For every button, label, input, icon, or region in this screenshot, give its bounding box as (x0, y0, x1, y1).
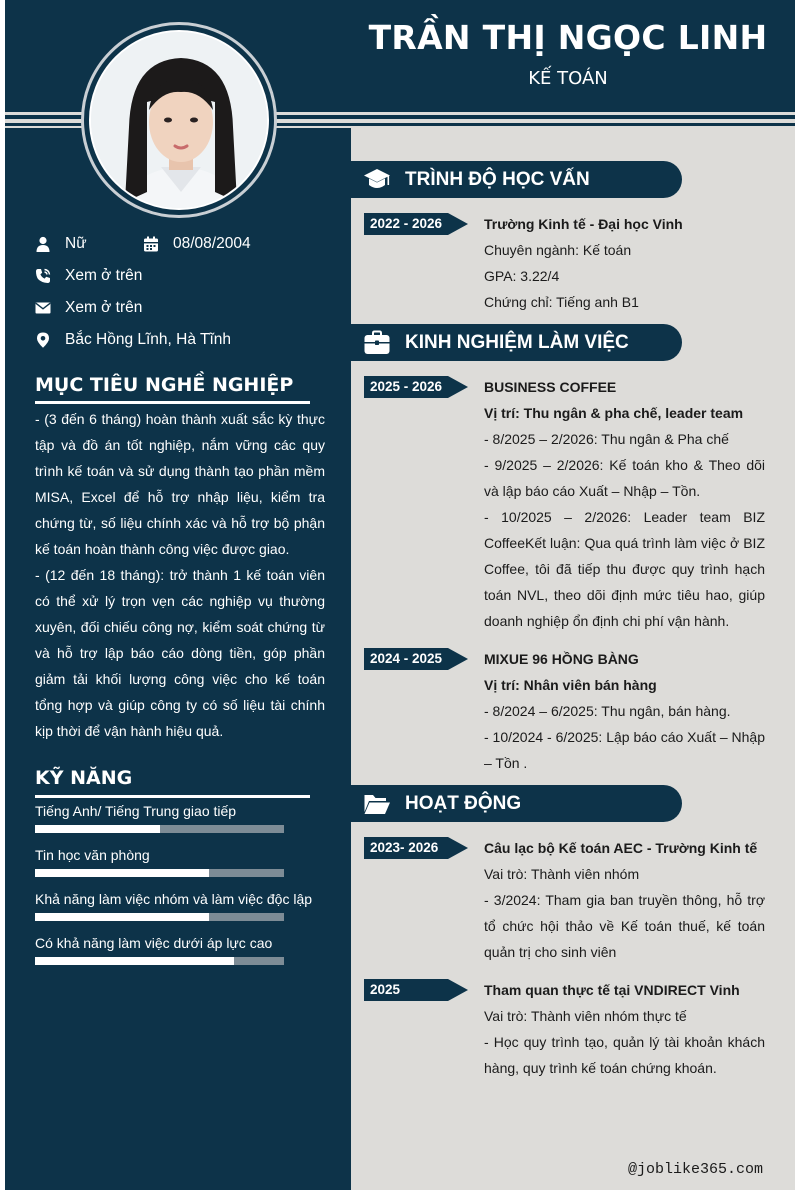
skill-label: Khả năng làm việc nhóm và làm việc độc lập (35, 891, 313, 907)
activity-line: Vai trò: Thành viên nhóm (484, 866, 640, 882)
activities-heading (351, 785, 682, 822)
address-text: Bắc Hồng Lĩnh, Hà Tĩnh (65, 331, 232, 348)
envelope-icon (35, 300, 51, 316)
calendar-icon (143, 236, 159, 252)
education-heading (351, 161, 682, 198)
company-name: BUSINESS COFFEE (484, 379, 617, 395)
gender-row (35, 235, 87, 253)
position-text: Vị trí: Thu ngân & pha chế, leader team (484, 405, 744, 421)
education-entry (484, 211, 765, 315)
skill-label: Tiếng Anh/ Tiếng Trung giao tiếp (35, 803, 237, 819)
skill-bar-fill (35, 869, 209, 877)
skill-bar (35, 913, 284, 921)
activity-name: Câu lạc bộ Kế toán AEC - Trường Kinh tế (484, 840, 758, 856)
phone-icon (35, 268, 51, 284)
user-icon (35, 236, 51, 252)
experience-line: - 8/2024 – 6/2025: Thu ngân, bán hàng. (484, 703, 731, 719)
email-row (35, 299, 142, 317)
skill-item (35, 847, 335, 877)
watermark-text: @joblike365.com (627, 1161, 763, 1178)
experience-heading (351, 324, 682, 361)
experience-line: - 10/2024 - 6/2025: Lập báo cáo Xuất – Nhập – Tồn . (484, 729, 765, 771)
skill-bar (35, 957, 284, 965)
date-text: 2022 - 2026 (370, 216, 443, 231)
date-text: 2025 - 2026 (370, 379, 443, 394)
candidate-name: TRẦN THỊ NGỌC LINH (368, 18, 768, 57)
skill-bar-fill (35, 957, 234, 965)
skill-item (35, 803, 335, 833)
experience-title: KINH NGHIỆM LÀM VIỆC (405, 331, 629, 353)
activity-entry (484, 835, 765, 965)
avatar (89, 30, 269, 210)
objective-rule (35, 401, 310, 404)
skill-label: Có khả năng làm việc dưới áp lực cao (35, 935, 273, 951)
objective-text (35, 406, 325, 744)
skills-title: KỸ NĂNG (35, 767, 133, 789)
activity-name: Tham quan thực tế tại VNDIRECT Vinh (484, 982, 740, 998)
date-text: 2023- 2026 (370, 840, 439, 855)
activity-entry (484, 977, 765, 1081)
skill-item (35, 935, 335, 965)
education-line: Chuyên ngành: Kế toán (484, 242, 632, 258)
briefcase-icon (363, 330, 391, 356)
candidate-role: KẾ TOÁN (528, 68, 608, 89)
activity-line: - 3/2024: Tham gia ban truyền thông, hỗ trợ tổ chức hội thảo về Kế toán thuế, kế toán quản trị cho sinh viên (484, 892, 765, 960)
objective-paragraph: - (12 đến 18 tháng): trở thành 1 kế toán viên có thể xử lý trọn vẹn các nghiệp vụ thường xuyên, đối chiếu công nợ, kiểm soát chứng từ và hỗ trợ lập báo cáo dòng tiền, góp phần giảm tải khối lượng công việc cho kế toán tổng hợp và giúp công ty có số liệu tài chính kịp thời để vận hành hiệu quả. (35, 567, 325, 739)
activities-title: HOẠT ĐỘNG (405, 792, 522, 814)
date-text: 2025 (370, 982, 401, 997)
skill-bar-fill (35, 913, 209, 921)
company-name: MIXUE 96 HỒNG BÀNG (484, 651, 639, 667)
skills-rule (35, 795, 310, 798)
skill-label: Tin học văn phòng (35, 847, 150, 863)
activity-line: - Học quy trình tạo, quản lý tài khoản khách hàng, quy trình kế toán chứng khoán. (484, 1034, 765, 1076)
birthday-row (143, 235, 251, 253)
experience-entry (484, 646, 765, 776)
location-pin-icon (35, 332, 51, 348)
experience-line: - 10/2025 – 2/2026: Leader team BIZ CoffeeKết luận: Qua quá trình làm việc ở BIZ Coffee, tôi đã tiếp thu được quy trình hạch toán NVL, theo dõi định mức tiêu hao, giúp doanh nghiệp ổn định chi phí vận hành. (484, 509, 765, 629)
activity-line: Vai trò: Thành viên nhóm thực tế (484, 1008, 687, 1024)
birthday-text: 08/08/2004 (173, 235, 251, 252)
school-name: Trường Kinh tế - Đại học Vinh (484, 216, 683, 232)
skill-bar (35, 869, 284, 877)
experience-line: - 9/2025 – 2/2026: Kế toán kho & Theo dõi và lập báo cáo Xuất – Nhập – Tồn. (484, 457, 765, 499)
address-row (35, 331, 231, 349)
phone-text: Xem ở trên (65, 267, 143, 284)
skill-bar-fill (35, 825, 160, 833)
experience-entry (484, 374, 765, 634)
gender-text: Nữ (65, 235, 87, 252)
experience-line: - 8/2025 – 2/2026: Thu ngân & Pha chế (484, 431, 729, 447)
position-text: Vị trí: Nhân viên bán hàng (484, 677, 657, 693)
skill-item (35, 891, 335, 921)
education-line: Chứng chỉ: Tiếng anh B1 (484, 294, 639, 310)
education-title: TRÌNH ĐỘ HỌC VẤN (405, 168, 590, 190)
graduation-cap-icon (363, 167, 391, 193)
education-line: GPA: 3.22/4 (484, 268, 560, 284)
folder-open-icon (363, 791, 391, 817)
phone-row (35, 267, 142, 285)
resume-page (5, 0, 795, 1190)
objective-title: MỤC TIÊU NGHỀ NGHIỆP (35, 374, 294, 396)
skill-bar (35, 825, 284, 833)
objective-paragraph: - (3 đến 6 tháng) hoàn thành xuất sắc kỳ thực tập và đồ án tốt nghiệp, nắm vững các quy trình kế toán và sử dụng thành tạo phần mềm MISA, Excel để hỗ trợ nhập liệu, kiểm tra chứng từ, số liệu chính xác và hỗ trợ bộ phận kế toán hoàn thành công việc được giao. (35, 411, 325, 557)
date-text: 2024 - 2025 (370, 651, 443, 666)
email-text: Xem ở trên (65, 299, 143, 316)
